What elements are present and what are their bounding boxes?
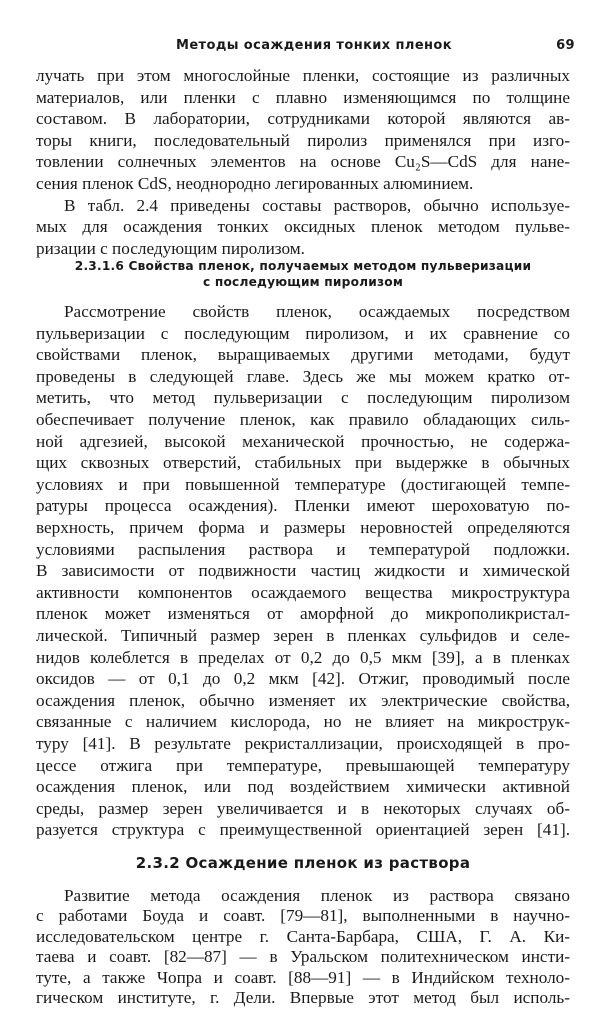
text-line: щих сквозных отверстий, стабильных при выдержке в обычных — [36, 453, 570, 473]
text-line: пульверизации с последующим пиролизом, и их сравнение со — [36, 323, 570, 343]
text-line: лической. Типичный размер зерен в пленках сульфидов и селе- — [36, 626, 570, 645]
text-line: активности компонентов осаждаемого вещества микроструктура — [36, 582, 570, 602]
section-heading: 2.3.2 Осаждение пленок из раствора — [135, 854, 471, 872]
text-line-indent: Рассмотрение свойств пленок, осаждаемых посредством — [64, 302, 570, 321]
text-line: сения пленок CdS, неоднородно легированных алюминием. — [36, 174, 474, 193]
text-line: материалов, или пленки с плавно изменяющимся по толщине — [36, 87, 570, 107]
text-line: осаждения пленок, или под воздействием химически активной — [36, 777, 570, 797]
text-line: связанные с наличием кислорода, но не влияет на микрострук- — [36, 712, 570, 732]
text-line: метить, что метод пульверизации с последующим пиролизом — [36, 388, 570, 408]
subsection-heading-line-1: 2.3.1.6 Свойства пленок, получаемых методом пульверизации — [74, 259, 532, 273]
text-line: среды, размер зерен увеличивается и в некоторых случаях об- — [36, 798, 570, 818]
running-title: Методы осаждения тонких пленок — [176, 38, 452, 53]
text-line: свойствами пленок, выращиваемых другими методами, будут — [36, 345, 570, 365]
text-line: товлении солнечных элементов на основе Cu₂S—CdS для нане- — [36, 152, 570, 172]
text-line: нидов колеблется в пределах от 0,2 до 0,5 мкм [39], а в пленках — [36, 647, 570, 667]
text-line: верхность, причем форма и размеры неровностей определяются — [36, 518, 570, 537]
text-line: составом. В лаборатории, сотрудниками которой являются ав- — [36, 109, 570, 129]
text-line: исследовательском центре г. Санта-Барбара, США, Г. А. Ки- — [36, 926, 570, 946]
text-line: условиях и при повышенной температуре (достигающей темпе- — [36, 474, 570, 494]
text-line: оксидов — от 0,1 до 0,2 мкм [42]. Отжиг, проводимый после — [36, 669, 570, 689]
text-line-indent: В табл. 2.4 приведены составы растворов, обычно используе- — [64, 195, 570, 215]
text-line: ратуры процесса осаждения). Пленки имеют шероховатую по- — [36, 496, 570, 516]
text-line: В зависимости от подвижности частиц жидкости и химической — [36, 561, 570, 581]
text-line: проведены в следующей главе. Здесь же мы можем кратко от- — [36, 366, 570, 386]
running-header — [176, 38, 575, 58]
text-line: с работами Боуда и соавт. [79—81], выполненными в научно- — [36, 906, 570, 926]
text-line: мых для осаждения тонких оксидных пленок методом пульве- — [36, 217, 570, 237]
text-line: гическом институте, г. Дели. Впервые этот метод был исполь- — [36, 988, 570, 1007]
subsection-heading — [36, 258, 570, 290]
text-line: ризации с последующим пиролизом. — [36, 238, 305, 258]
text-line: обеспечивает получение пленок, как правило обладающих силь- — [36, 410, 570, 429]
text-line: пленок может изменяться от аморфной до микрополикристал- — [36, 604, 570, 624]
text-line: ной адгезией, высокой механической прочностью, не содержа- — [36, 431, 570, 451]
page-number: 69 — [556, 38, 575, 53]
text-line: таева и соавт. [82—87] — в Уральском политехническом инсти- — [36, 947, 570, 967]
text-line: условиями распыления раствора и температурой подложки. — [36, 539, 570, 559]
text-line: осаждения пленок, обычно изменяет их электрические свойства, — [36, 690, 570, 710]
text-line: лучать при этом многослойные пленки, состоящие из различных — [36, 66, 570, 85]
text-line: туру [41]. В результате рекристаллизации, происходящей в про- — [36, 734, 570, 753]
text-line: торы книги, последовательный пиролиз применялся при изго- — [36, 130, 570, 150]
text-line: туте, а также Чопра и соавт. [88—91] — в Индийском техноло- — [36, 967, 570, 987]
text-line-indent: Развитие метода осаждения пленок из раствора связано — [64, 886, 570, 905]
text-line: цессе отжига при температуре, превышающей температуру — [36, 755, 570, 775]
text-line: разуется структура с преимущественной ориентацией зерен [41]. — [36, 820, 570, 840]
subsection-heading-line-2: с последующим пиролизом — [202, 275, 404, 289]
